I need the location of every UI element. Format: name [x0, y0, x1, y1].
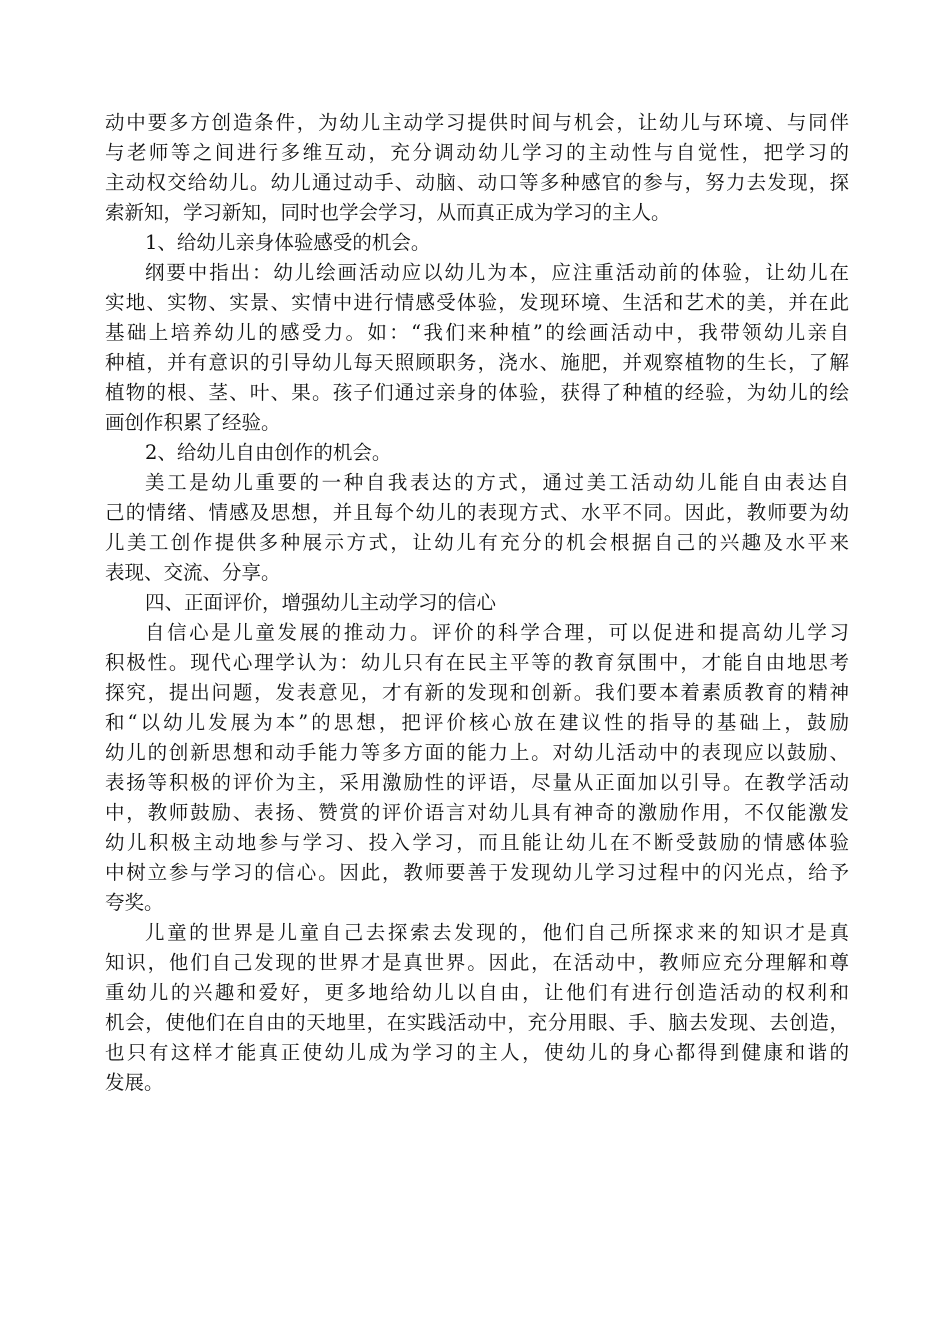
- text-line: 积极性。现代心理学认为：幼儿只有在民主平等的教育氛围中，才能自由地思考: [105, 651, 849, 674]
- text-line: 纲要中指出：幼儿绘画活动应以幼儿为本，应注重活动前的体验，让幼儿在: [145, 261, 849, 284]
- text-line: 发展。: [105, 1071, 164, 1094]
- text-line: 2、给幼儿自由创作的机会。: [145, 441, 392, 464]
- text-line: 探究，提出问题，发表意见，才有新的发现和创新。我们要本着素质教育的精神: [105, 681, 849, 704]
- text-line: 索新知，学习新知，同时也学会学习，从而真正成为学习的主人。: [105, 201, 671, 224]
- text-line: 美工是幼儿重要的一种自我表达的方式，通过美工活动幼儿能自由表达自: [145, 471, 849, 494]
- text-line: 基础上培养幼儿的感受力。如：“我们来种植”的绘画活动中，我带领幼儿亲自: [105, 321, 849, 344]
- document-body: [105, 108, 849, 1098]
- text-line: 表扬等积极的评价为主，采用激励性的评语，尽量从正面加以引导。在教学活动: [105, 771, 849, 794]
- section-heading: [105, 588, 849, 618]
- text-line: 儿童的世界是儿童自己去探索去发现的，他们自己所探求来的知识才是真: [145, 921, 849, 944]
- text-line: 表现、交流、分享。: [105, 561, 281, 584]
- text-line: 知识，他们自己发现的世界才是真世界。因此，在活动中，教师应充分理解和尊: [105, 951, 849, 974]
- paragraph: [105, 618, 849, 918]
- text-line: 夸奖。: [105, 891, 164, 914]
- paragraph: [105, 918, 849, 1098]
- text-line: 幼儿积极主动地参与学习、投入学习，而且能让幼儿在不断受鼓励的情感体验: [105, 831, 849, 854]
- text-line: 机会，使他们在自由的天地里，在实践活动中，充分用眼、手、脑去发现、去创造，: [105, 1011, 849, 1034]
- paragraph: [105, 258, 849, 438]
- section-subheading: [105, 438, 849, 468]
- text-line: 自信心是儿童发展的推动力。评价的科学合理，可以促进和提高幼儿学习: [145, 621, 849, 644]
- paragraph: [105, 468, 849, 588]
- text-line: 种植，并有意识的引导幼儿每天照顾职务，浇水、施肥，并观察植物的生长，了解: [105, 351, 849, 374]
- text-line: 实地、实物、实景、实情中进行情感受体验，发现环境、生活和艺术的美，并在此: [105, 291, 849, 314]
- text-line: 中树立参与学习的信心。因此，教师要善于发现幼儿学习过程中的闪光点，给予: [105, 861, 849, 884]
- text-line: 和“以幼儿发展为本”的思想，把评价核心放在建议性的指导的基础上，鼓励: [105, 711, 849, 734]
- text-line: 画创作积累了经验。: [105, 411, 281, 434]
- text-line: 也只有这样才能真正使幼儿成为学习的主人，使幼儿的身心都得到健康和谐的: [105, 1041, 849, 1064]
- text-line: 植物的根、茎、叶、果。孩子们通过亲身的体验，获得了种植的经验，为幼儿的绘: [105, 381, 849, 404]
- text-line: 1、给幼儿亲身体验感受的机会。: [145, 231, 431, 254]
- text-line: 重幼儿的兴趣和爱好，更多地给幼儿以自由，让他们有进行创造活动的权利和: [105, 981, 849, 1004]
- text-line: 动中要多方创造条件，为幼儿主动学习提供时间与机会，让幼儿与环境、与同伴: [105, 111, 849, 134]
- text-line: 与老师等之间进行多维互动，充分调动幼儿学习的主动性与自觉性，把学习的: [105, 141, 849, 164]
- text-line: 己的情绪、情感及思想，并且每个幼儿的表现方式、水平不同。因此，教师要为幼: [105, 501, 849, 524]
- paragraph: [105, 108, 849, 228]
- text-line: 幼儿的创新思想和动手能力等多方面的能力上。对幼儿活动中的表现应以鼓励、: [105, 741, 849, 764]
- text-line: 中，教师鼓励、表扬、赞赏的评价语言对幼儿具有神奇的激励作用，不仅能激发: [105, 801, 849, 824]
- text-line: 儿美工创作提供多种展示方式，让幼儿有充分的机会根据自己的兴趣及水平来: [105, 531, 849, 554]
- section-subheading: [105, 228, 849, 258]
- text-line: 四、正面评价，增强幼儿主动学习的信心: [145, 591, 497, 614]
- text-line: 主动权交给幼儿。幼儿通过动手、动脑、动口等多种感官的参与，努力去发现，探: [105, 171, 849, 194]
